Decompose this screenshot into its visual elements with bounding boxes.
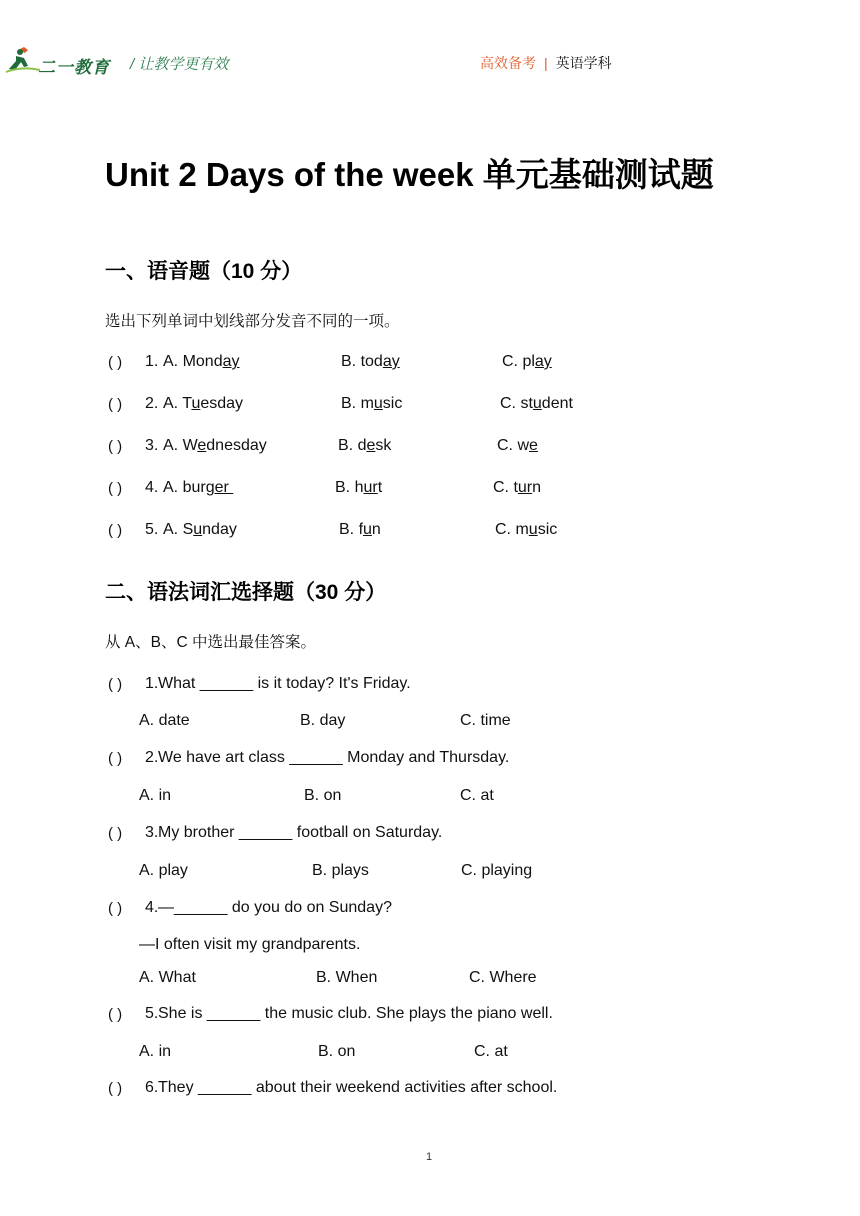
question-number: 5.: [145, 521, 159, 538]
option-b: B. desk: [338, 437, 392, 454]
question-stem: My brother ______ football on Saturday.: [158, 824, 443, 841]
question-stem: —______ do you do on Sunday?: [158, 899, 392, 916]
option-c: C. turn: [493, 479, 542, 496]
answer-blank[interactable]: ( ): [108, 1080, 123, 1097]
slogan: / 让教学更有效: [130, 56, 229, 73]
answer-blank[interactable]: ( ): [108, 825, 123, 842]
option-a: A. Monday: [163, 353, 240, 370]
option-c: C. play: [502, 353, 552, 370]
option-a: A. in: [139, 1043, 172, 1060]
question-number: 3.: [145, 824, 159, 841]
answer-blank[interactable]: ( ): [108, 480, 123, 497]
question-number: 6.: [145, 1079, 159, 1096]
question-number: 3.: [145, 437, 159, 454]
header-tags: [480, 53, 612, 73]
option-a: A. date: [139, 712, 190, 729]
option-c: C. at: [474, 1043, 508, 1060]
option-b: B. When: [316, 969, 378, 986]
answer-blank[interactable]: ( ): [108, 354, 123, 371]
question-number: 4.: [145, 479, 159, 496]
option-c: C. Where: [469, 969, 537, 986]
page-title: Unit 2 Days of the week 单元基础测试题: [105, 156, 714, 193]
question-stem: We have art class ______ Monday and Thursday.: [158, 749, 510, 766]
header-tag-subject: 英语学科: [555, 55, 612, 71]
option-a: A. play: [139, 862, 188, 879]
question-response: —I often visit my grandparents.: [139, 936, 361, 953]
option-b: B. plays: [312, 862, 369, 879]
question-number: 2.: [145, 749, 159, 766]
section2-heading: 二、语法词汇选择题（30 分）: [105, 581, 387, 604]
answer-blank[interactable]: ( ): [108, 900, 123, 917]
option-c: C. at: [460, 787, 494, 804]
option-c: C. music: [495, 521, 558, 538]
answer-blank[interactable]: ( ): [108, 750, 123, 767]
option-a: A. Wednesday: [163, 437, 267, 454]
option-b: B. on: [318, 1043, 356, 1060]
question-stem: What ______ is it today? It's Friday.: [158, 675, 411, 692]
question-number: 4.: [145, 899, 159, 916]
option-a: A. in: [139, 787, 172, 804]
question-number: 2.: [145, 395, 159, 412]
option-b: B. today: [341, 353, 400, 370]
option-b: B. on: [304, 787, 342, 804]
option-b: B. music: [341, 395, 403, 412]
option-a: A. burger: [163, 479, 234, 496]
page-number: 1: [426, 1151, 433, 1163]
option-c: C. time: [460, 712, 511, 729]
option-c: C. we: [497, 437, 538, 454]
question-stem: She is ______ the music club. She plays the piano well.: [158, 1005, 553, 1022]
option-a: A. What: [139, 969, 196, 986]
question-number: 5.: [145, 1005, 159, 1022]
question-stem: They ______ about their weekend activities after school.: [158, 1079, 558, 1096]
logo-text: 二一教育: [38, 58, 110, 77]
section1-instruction: 选出下列单词中划线部分发音不同的一项。: [105, 313, 400, 330]
option-c: C. student: [500, 395, 573, 412]
option-b: B. hurt: [335, 479, 383, 496]
option-c: C. playing: [461, 862, 533, 879]
question-number: 1.: [145, 353, 159, 370]
answer-blank[interactable]: ( ): [108, 396, 123, 413]
section2-instruction: 从 A、B、C 中选出最佳答案。: [105, 634, 316, 651]
section1-heading: 一、语音题（10 分）: [105, 260, 303, 283]
answer-blank[interactable]: ( ): [108, 676, 123, 693]
header-separator: |: [544, 55, 548, 71]
option-a: A. Tuesday: [163, 395, 244, 412]
question-number: 1.: [145, 675, 159, 692]
option-a: A. Sunday: [163, 521, 237, 538]
answer-blank[interactable]: ( ): [108, 1006, 123, 1023]
answer-blank[interactable]: ( ): [108, 438, 123, 455]
header-tag-exam: 高效备考: [480, 55, 536, 71]
option-b: B. day: [300, 712, 346, 729]
option-b: B. fun: [339, 521, 381, 538]
answer-blank[interactable]: ( ): [108, 522, 123, 539]
